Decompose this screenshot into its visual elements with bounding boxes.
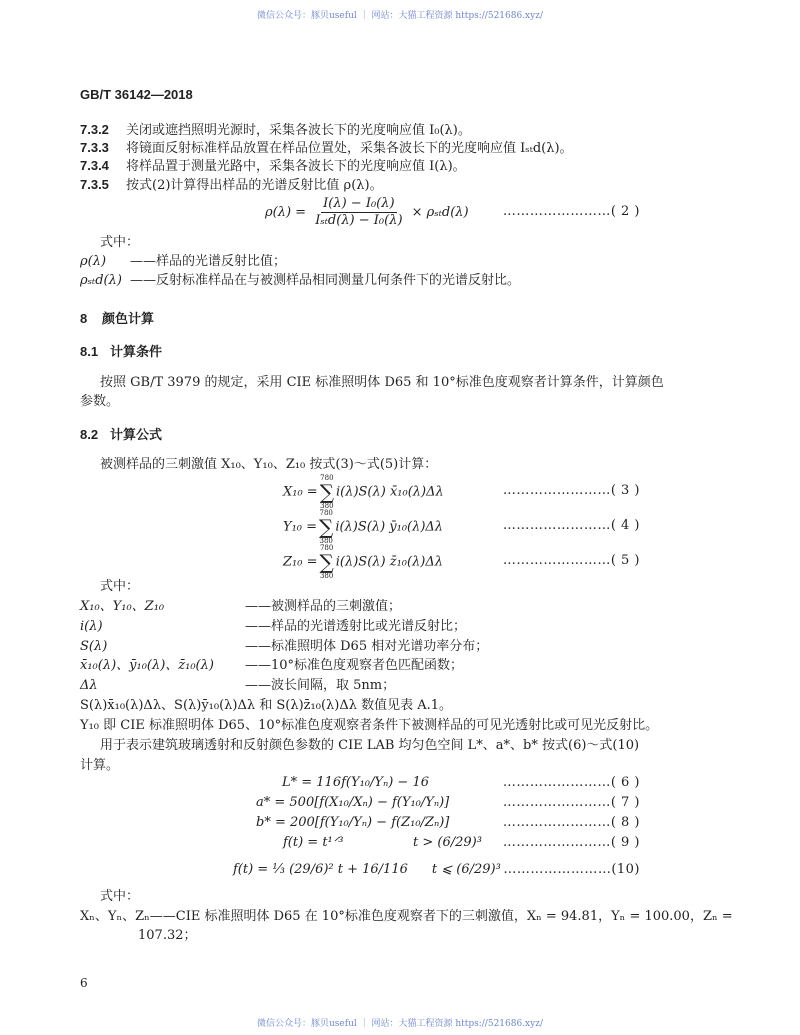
section-8-heading	[80, 310, 154, 328]
eq-rhs: i(λ)S(λ) x̄₁₀(λ)Δλ	[335, 484, 444, 500]
symbol: i(λ)	[80, 619, 103, 634]
eq-lhs: X₁₀ =	[283, 484, 318, 500]
equation-9	[283, 834, 482, 852]
section-number: 8.1	[80, 344, 99, 359]
step-text: 将镜面反射标准样品放置在样品位置处，采集各波长下的光度响应值 Iₛₜd(λ)。	[126, 141, 573, 156]
note: 用于表示建筑玻璃透射和反射颜色参数的 CIE LAB 均匀色空间 L*、a*、b* 按式(6)～式(10)	[100, 738, 640, 753]
note: 计算。	[80, 758, 120, 773]
eq-rhs: i(λ)S(λ) z̄₁₀(λ)Δλ	[335, 554, 444, 570]
lower-limit: 380	[320, 502, 334, 510]
eq-rhs: × ρₛₜd(λ)	[411, 205, 469, 220]
equation-4	[283, 509, 443, 545]
description: ——样品的光谱反射比值；	[130, 254, 287, 269]
lower-limit: 380	[319, 537, 333, 545]
note: Y₁₀ 即 CIE 标准照明体 D65、10°标准色度观察者条件下被测样品的可见光透射比或可见光反射比。	[80, 718, 659, 733]
standard-header: GB/T 36142—2018	[80, 87, 193, 102]
symbol: S(λ)	[80, 639, 108, 654]
where-label: 式中：	[100, 579, 140, 594]
watermark-bottom: 微信公众号：豚贝useful ｜ 网站：大猫工程资源 https://521686.xyz/	[257, 1019, 543, 1029]
section-8-1-heading	[80, 343, 162, 361]
where-label: 式中：	[100, 235, 140, 250]
where-item	[80, 618, 466, 636]
section-number: 8.2	[80, 427, 99, 442]
symbol: X₁₀、Y₁₀、Z₁₀	[80, 599, 165, 614]
step-text: 按式(2)计算得出样品的光谱反射比值 ρ(λ)。	[126, 178, 383, 193]
summation-icon: 780 ∑ 380	[319, 544, 334, 580]
equation-number: ……………………(10)	[503, 862, 640, 877]
paragraph: 按照 GB/T 3979 的规定，采用 CIE 标准照明体 D65 和 10°标准色度观察者计算条件，计算颜色	[100, 375, 664, 390]
paragraph: 被测样品的三刺激值 X₁₀、Y₁₀、Z₁₀ 按式(3)～式(5)计算：	[100, 457, 438, 472]
equation-number: ……………………( 8 )	[502, 815, 640, 830]
where-item	[80, 598, 401, 616]
step-7-3-5	[80, 176, 383, 195]
equation-7: a* = 500[f(X₁₀/Xₙ) − f(Y₁₀/Yₙ)]	[256, 795, 450, 810]
where-item	[80, 677, 395, 695]
fraction	[313, 196, 404, 229]
watermark-top: 微信公众号：豚贝useful ｜ 网站：大猫工程资源 https://521686.xyz/	[257, 11, 543, 21]
step-7-3-2	[80, 121, 471, 140]
equation-number: ……………………( 6 )	[502, 775, 640, 790]
equation-number: ……………………( 5 )	[502, 553, 640, 568]
equation-number: ……………………( 2 )	[502, 204, 640, 219]
section-title: 计算条件	[110, 344, 163, 359]
equation-number: ……………………( 7 )	[502, 795, 640, 810]
equation-number: ……………………( 4 )	[502, 518, 640, 533]
step-text: 关闭或遮挡照明光源时，采集各波长下的光度响应值 I₀(λ)。	[126, 123, 471, 138]
eq-expression: f(t) = ⅓ (29/6)² t + 16/116	[233, 862, 408, 877]
section-title: 颜色计算	[102, 311, 155, 326]
eq-lhs: Z₁₀ =	[283, 554, 318, 570]
step-text: 将样品置于测量光路中，采集各波长下的光度响应值 I(λ)。	[126, 159, 466, 174]
eq-condition: t > (6/29)³	[413, 835, 482, 850]
where-item	[80, 657, 463, 675]
description: ——反射标准样品在与被测样品相同测量几何条件下的光谱反射比。	[130, 273, 521, 288]
upper-limit: 780	[319, 544, 334, 552]
eq-rhs: i(λ)S(λ) ȳ₁₀(λ)Δλ	[335, 519, 444, 535]
description: ——样品的光谱透射比或光谱反射比；	[245, 619, 467, 634]
eq-condition: t ⩽ (6/29)³	[431, 862, 501, 877]
section-8-2-heading	[80, 426, 162, 444]
equation-number: ……………………( 3 )	[502, 483, 640, 498]
equation-5	[283, 544, 443, 580]
eq-lhs: ρ(λ) =	[265, 205, 307, 220]
step-number: 7.3.4	[80, 158, 109, 173]
summation-icon: 780 ∑ 380	[319, 509, 334, 545]
equation-6: L* = 116f(Y₁₀/Yₙ) − 16	[282, 775, 429, 790]
equation-10	[233, 861, 501, 879]
where-item: 107.32；	[138, 928, 197, 943]
where-item	[80, 272, 520, 290]
denominator: Iₛₜd(λ) − I₀(λ)	[315, 213, 403, 228]
where-label: 式中：	[100, 889, 140, 904]
equation-8: b* = 200[f(Y₁₀/Yₙ) − f(Z₁₀/Zₙ)]	[256, 815, 450, 830]
symbol: x̄₁₀(λ)、ȳ₁₀(λ)、z̄₁₀(λ)	[80, 658, 214, 673]
summation-icon: 780 ∑ 380	[319, 474, 334, 510]
description: ——标准照明体 D65 相对光谱功率分布；	[245, 639, 489, 654]
step-7-3-3	[80, 139, 573, 158]
symbol: ρₛₜd(λ)	[80, 273, 122, 288]
symbol: ρ(λ)	[80, 254, 107, 269]
section-title: 计算公式	[110, 427, 163, 442]
paragraph: 参数。	[80, 394, 120, 409]
lower-limit: 380	[319, 572, 334, 580]
numerator: I(λ) − I₀(λ)	[323, 196, 395, 211]
eq-lhs: Y₁₀ =	[283, 519, 318, 535]
step-7-3-4	[80, 157, 466, 176]
where-item: Xₙ、Yₙ、Zₙ——CIE 标准照明体 D65 在 10°标准色度观察者下的三刺激值，Xₙ = 94.81，Yₙ = 100.00，Zₙ =	[80, 909, 733, 924]
step-number: 7.3.5	[80, 177, 109, 192]
equation-2	[265, 196, 469, 229]
symbol: Δλ	[80, 678, 98, 693]
step-number: 7.3.3	[80, 140, 109, 155]
equation-number: ……………………( 9 )	[502, 835, 640, 850]
description: ——被测样品的三刺激值；	[245, 599, 402, 614]
page-number: 6	[80, 976, 88, 990]
note: S(λ)x̄₁₀(λ)Δλ、S(λ)ȳ₁₀(λ)Δλ 和 S(λ)z̄₁₀(λ)Δλ 数值见表 A.1。	[80, 698, 453, 713]
eq-expression: f(t) = t¹ᐟ³	[283, 835, 344, 850]
description: ——10°标准色度观察者色匹配函数；	[245, 658, 464, 673]
step-number: 7.3.2	[80, 122, 109, 137]
upper-limit: 780	[320, 474, 334, 482]
where-item	[80, 638, 488, 656]
where-item	[80, 253, 286, 271]
section-number: 8	[80, 311, 88, 326]
equation-3	[283, 474, 444, 510]
description: ——波长间隔，取 5nm；	[245, 678, 396, 693]
upper-limit: 780	[319, 509, 333, 517]
